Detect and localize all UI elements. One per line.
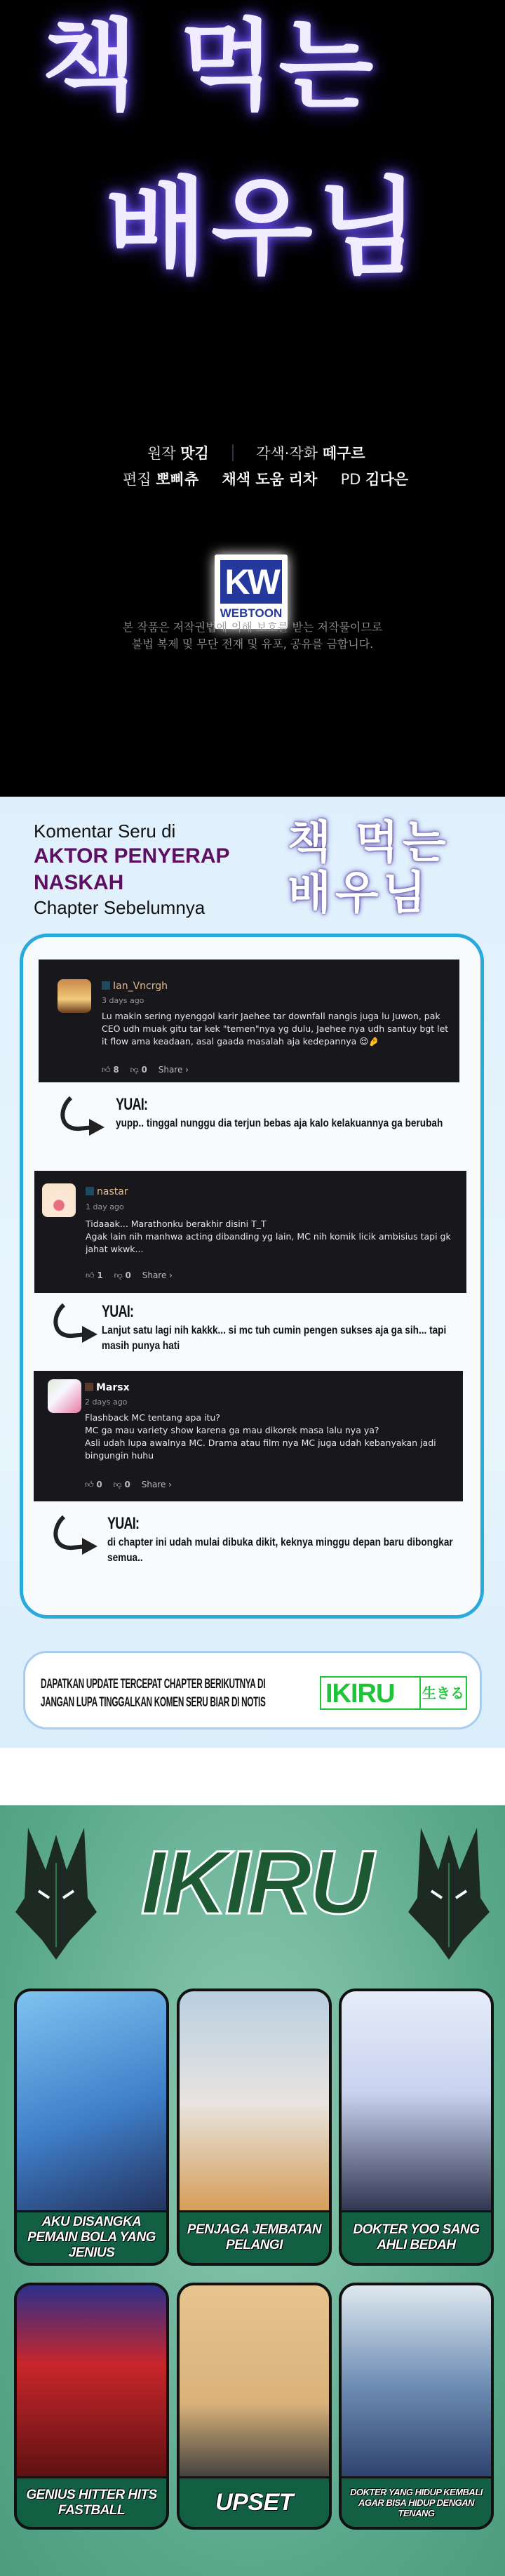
comments-card — [20, 934, 484, 1619]
credit-value: 리차 — [288, 471, 318, 488]
series-card[interactable] — [339, 2283, 494, 2530]
series-logo-line2: 배우님 — [105, 167, 423, 289]
credit-label: 원작 — [147, 445, 176, 462]
username[interactable] — [102, 981, 168, 992]
cover-image — [342, 2285, 491, 2482]
comment-actions — [85, 1480, 180, 1490]
banner-text — [41, 1675, 266, 1712]
banner-line-1: DAPATKAN UPDATE TERCEPAT CHAPTER BERIKUTNYA DI — [41, 1677, 266, 1692]
kw-mark: KW — [220, 560, 282, 604]
dislike-button[interactable]: 👎︎ 0 — [114, 1270, 131, 1280]
share-button[interactable]: Share › — [142, 1270, 173, 1280]
comment-text: Lu makin sering nyenggol karir Jaehee tar downfall nangis juga lu Juwon, pak CEO udh muak gitu tar kek "temen"nya yg dulu, Jaehee nya udh santuy bgt let it flow ama keadaan, asal gaada masalah aja kedepannya 😌🤌 — [102, 1011, 449, 1047]
credit-value: 맛김 — [180, 445, 209, 462]
reply-text: di chapter ini udah mulai dibuka dikit, keknya minggu depan baru dibongkar semua.. — [107, 1536, 453, 1564]
badge-icon — [102, 981, 110, 990]
username-text: Marsx — [96, 1382, 130, 1393]
title-section — [0, 0, 505, 797]
like-button[interactable]: 👍︎ 1 — [86, 1270, 103, 1280]
curved-arrow-icon — [51, 1514, 102, 1563]
dislike-button[interactable]: 👎︎ 0 — [113, 1480, 130, 1489]
username[interactable] — [85, 1382, 130, 1393]
dislike-count: 0 — [141, 1065, 147, 1075]
brand-jp: 生きる — [419, 1678, 466, 1708]
series-logo-line1: 책 먹는 — [42, 9, 378, 124]
avatar — [48, 1379, 81, 1413]
reply-text: Lanjut satu lagi nih kakkk... si mc tuh cumin pengen sukses aja ga sih... tapi masih punya hati — [102, 1324, 447, 1352]
like-count: 8 — [113, 1065, 119, 1075]
series-card[interactable] — [177, 1989, 332, 2266]
credit-value: 김다은 — [365, 471, 409, 488]
like-button[interactable]: 👍︎ 8 — [102, 1065, 119, 1075]
wolf-emblem-icon — [14, 1821, 98, 1961]
reply — [51, 1302, 465, 1358]
promo-section — [0, 1805, 505, 2576]
copyright-line-1: 본 작품은 저작권법에 의해 보호를 받는 저작물이므로 — [122, 620, 383, 634]
series-card[interactable] — [177, 2283, 332, 2530]
copyright-line-2: 불법 복제 및 무단 전재 및 유포, 공유를 금합니다. — [131, 637, 374, 651]
comment-text: Tidaaak... Marathonku berakhir disini T_T Agak lain nih manhwa acting dibanding yg lain, MC nih komik licik ambisius tapi gk jahat wkwk... — [86, 1219, 451, 1254]
series-title: DOKTER YANG HIDUP KEMBALI AGAR BISA HIDUP DENGAN TENANG — [342, 2476, 491, 2527]
cover-image — [342, 1991, 491, 2216]
like-button[interactable]: 👍︎ 0 — [85, 1480, 102, 1489]
timestamp: 3 days ago — [102, 996, 144, 1005]
series-title: DOKTER YOO SANG AHLI BEDAH — [342, 2210, 491, 2263]
credit-value: 떼구르 — [322, 445, 365, 462]
series-name: AKTOR PENYERAP NASKAH — [34, 844, 229, 894]
username-text: Ian_Vncrgh — [113, 981, 168, 992]
comment — [34, 1171, 466, 1293]
credit-label: 각색·작화 — [256, 445, 318, 462]
comment — [39, 960, 459, 1082]
series-logo-small: 책 먹는 배우님 — [288, 817, 450, 919]
cover-image — [180, 2285, 329, 2482]
cover-image — [180, 1991, 329, 2216]
credit-label: PD — [340, 471, 361, 488]
like-count: 0 — [96, 1480, 102, 1489]
series-card[interactable] — [14, 1989, 169, 2266]
series-title: GENIUS HITTER HITS FASTBALL — [17, 2476, 166, 2527]
credit-row-1 — [147, 442, 365, 463]
series-title: PENJAGA JEMBATAN PELANGI — [180, 2210, 329, 2263]
brand-name: IKIRU — [325, 1679, 395, 1708]
share-button[interactable]: Share › — [141, 1480, 172, 1489]
cover-image — [17, 1991, 166, 2216]
avatar — [42, 1183, 76, 1217]
cover-image — [17, 2285, 166, 2482]
ikiru-logo: IKIRU — [140, 1833, 372, 1933]
credit-row-2 — [123, 468, 408, 489]
ikiru-brand-link[interactable] — [320, 1676, 467, 1710]
comment-actions — [102, 1065, 197, 1075]
username-text: nastar — [97, 1186, 128, 1197]
credit-label: 채색 도움 — [222, 471, 284, 488]
comments-intro: Komentar Seru di — [34, 821, 176, 842]
comment-text: Flashback MC tentang apa itu? MC ga mau variety show karena ga mau dikorek masa lalu nya ya? Asli udah lupa awalnya MC. Drama atau film nya MC juga udah kebanyakan jadi bingungin huhu — [85, 1412, 436, 1461]
dislike-count: 0 — [124, 1480, 130, 1489]
banner-line-2: JANGAN LUPA TINGGALKAN KOMEN SERU BIAR DI NOTIS — [41, 1695, 266, 1710]
timestamp: 1 day ago — [86, 1202, 124, 1211]
badge-icon — [86, 1187, 94, 1195]
comments-section — [0, 797, 505, 1805]
series-title: AKU DISANGKA PEMAIN BOLA YANG JENIUS — [17, 2210, 166, 2263]
series-title: UPSET — [180, 2476, 329, 2527]
reply-text: yupp.. tinggal nunggu dia terjun bebas aja kalo kelakuannya ga berubah — [116, 1117, 443, 1129]
reply-author: YUAI: — [102, 1302, 134, 1321]
divider — [232, 444, 234, 461]
credit-value: 뽀삐츄 — [156, 471, 199, 488]
reply-author: YUAI: — [116, 1095, 148, 1114]
comment-actions — [86, 1270, 181, 1281]
curved-arrow-icon — [58, 1095, 109, 1144]
comments-suffix: Chapter Sebelumnya — [34, 897, 206, 918]
series-card[interactable] — [14, 2283, 169, 2530]
credit-label: 편집 — [123, 471, 152, 488]
reply — [58, 1095, 465, 1151]
reply-author: YUAI: — [107, 1514, 140, 1533]
reply — [51, 1514, 465, 1570]
badge-icon — [85, 1383, 93, 1391]
curved-arrow-icon — [51, 1302, 102, 1351]
share-button[interactable]: Share › — [158, 1065, 189, 1075]
wolf-emblem-icon — [407, 1821, 491, 1961]
timestamp: 2 days ago — [85, 1397, 128, 1407]
avatar — [58, 979, 91, 1013]
dislike-count: 0 — [125, 1270, 131, 1280]
publisher-name: WEBTOON — [220, 606, 283, 620]
series-card[interactable] — [339, 1989, 494, 2266]
spacer — [0, 1748, 505, 1805]
username[interactable] — [86, 1186, 128, 1197]
dislike-button[interactable]: 👎︎ 0 — [130, 1065, 147, 1075]
like-count: 1 — [97, 1270, 103, 1280]
kw-webtoon-logo — [215, 555, 288, 629]
update-banner — [23, 1651, 482, 1729]
comment — [34, 1371, 463, 1501]
